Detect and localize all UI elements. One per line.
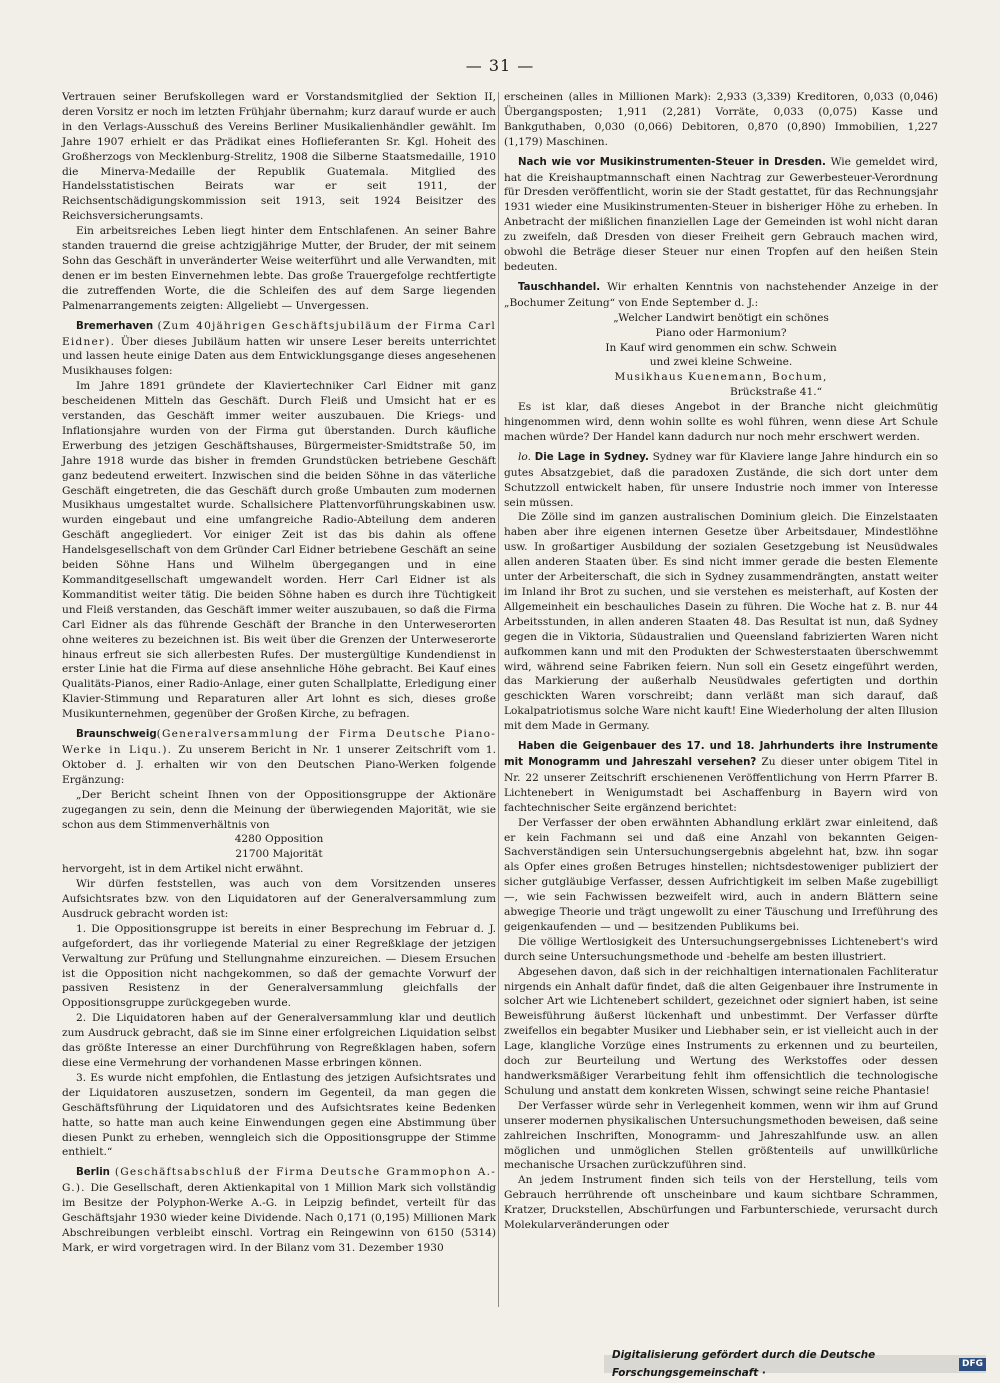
braunschweig-intro [62,727,496,788]
berlin-intro [62,1165,496,1255]
braunschweig-point-2: 2. Die Liquidatoren haben auf der Generalversammlung klar und deutlich zum Ausdruck gebracht, daß sie im Sinne einer erfolgreichen Liquidation selbst das größte Interesse an einer Durchführung von Regreßklagen haben, sofern diese eine Vermehrung der vorhandenen Masse erbringen können. [62,1012,496,1069]
ad-line-5: Musikhaus Kuenemann, Bochum, [614,371,828,384]
braunschweig-point-1: 1. Die Oppositionsgruppe ist bereits in einer Besprechung im Februar d. J. aufgefordert, das ihr vorliegende Material zu einer Regreßklage der jetzigen Verwaltung zur Prüfung und Stellungnahme einzureichen. — Diesem Ersuchen ist die Opposition nicht nachgekommen, so daß der gemachte Vorwurf der passiven Resistenz in der Generalversammlung gleichfalls der Oppositionsgruppe zurückgegeben wurde. [62,922,496,1010]
right-column [504,90,938,1233]
ad-line-4: und zwei kleine Schweine. [649,356,793,369]
digitization-footer [604,1349,986,1379]
geigenbauer-paragraph-3: Die völlige Wertlosigkeit des Untersuchungsergebnisses Lichtenebert's wird durch seine Untersuchungsmethode und -behelfe am besten illustriert. [504,935,938,963]
tauschhandel-paragraph-2: Es ist klar, daß dieses Angebot in der Branche nicht gleichmütig hingenommen wird, denn wohin sollte es wohl führen, wenn diese Art Schule machen würde? Der Handel kann dadurch nur noch mehr erschwert werden. [504,401,938,443]
footer-text: Digitalisierung gefördert durch die Deutsche Forschungsgemeinschaft · [612,1349,876,1379]
geigenbauer-paragraph-2: Der Verfasser der oben erwähnten Abhandlung erklärt zwar einleitend, daß er kein Fachmann sei und daß eine Anzahl von bekannten Geigen-Sachverständigen sein Untersuchungsergebnis abgelehnt hat, bzw. ihn sogar als Opfer eines großen Betruges hinstellen; nichtsdestoweniger publiziert der sicher gutgläubige Verfasser, dessen Aufrichtigkeit im selben Maße zugebilligt —, wie sein Fachwissen bezweifelt wird, auch in andern Blättern seine abwegige Theorie und trägt ungewollt zu einer Täuschung und Irreführung des geigenkaufenden — und — besitzenden Publikums bei. [504,816,938,933]
geigenbauer-paragraph-6: An jedem Instrument finden sich teils von der Herstellung, teils vom Gebrauch herrührende oft unscheinbare und kaum sichtbare Schrammen, Kratzer, Druckstellen, Abschürfungen und Farbunterschiede, verursacht durch Molekularveränderungen oder [504,1174,938,1232]
geigenbauer-paragraph-5: Der Verfasser würde sehr in Verlegenheit kommen, wenn wir ihm auf Grund unserer modernen physikalischen Untersuchungsmethoden beweisen, daß seine zahlreichen Inschriften, Monogramm- und Jahreszahlfunde usw. an allen möglichen und unmöglichen Stellen größtenteils auf unwillkürliche mechanische Ursachen zurückzuführen sind. [504,1099,938,1172]
sydney-paragraph: Sydney war für Klaviere lange Jahre hindurch ein so gutes Absatzgebiet, daß die paradoxen Zustände, die sich dort unter dem Schutzzoll entwickelt haben, für unsere Industrie noch immer von Interesse sein müssen. [504,450,938,509]
balance-continuation: erscheinen (alles in Millionen Mark): 2,933 (3,339) Kreditoren, 0,033 (0,046) Übergangsposten; 1,911 (2,281) Vorräte, 0,033 (0,075) Kasse und Bankguthaben, 0,030 (0,066) Debitoren, 0,870 (0,890) Immobilien, 1,227 (1,179) Maschinen. [504,91,938,148]
dresden-keyword: Nach wie vor Musikinstrumenten-Steuer in Dresden. [518,156,826,168]
ad-line-2: Piano oder Harmonium? [655,326,787,339]
obituary-paragraph-2: Ein arbeitsreiches Leben liegt hinter dem Entschlafenen. An seiner Bahre standen trauernd die greise achtzigjährige Mutter, der Bruder, der mit seinem Sohn das Geschäft in unveränderter Weise weiterführt und alle Verwandten, mit denen er im besten Einvernehmen lebte. Das große Trauergefolge rechtfertigte die zutreffenden Worte, die die Schleifen des auf dem Sarge liegenden Palmenarrangements zeigten: Allgeliebt — Unvergessen. [62,225,496,312]
sydney-paragraph-2: Die Zölle sind im ganzen australischen Dominium gleich. Die Einzelstaaten haben aber ihre eigenen internen Gesetze über Arbeitsdauer, Mindestlöhne usw. In großartiger Ausbildung der sozialen Gesetzgebung ist Neusüdwales allen anderen Staaten über. Es sind nicht immer gerade die besten Elemente unter der Arbeiterschaft, die sich in Sydney zusammendrängten, anstatt weiter im Inland ihr Brot zu suchen, und sie verstehen es meisterhaft, auf Kosten der Allgemeinheit ein beschauliches Dasein zu führen. Die Woche hat z. B. nur 44 Arbeitsstunden, in allen anderen Staaten 48. Das Resultat ist nun, daß Sydney gegen die in Viktoria, Südaustralien und Queensland fabrizierten Waren nicht aufkommen kann und mit den Produkten der Schwesterstaaten überschwemmt wird, während seine Fabriken feiern. Nun soll ein Gesetz eingeführt werden, das Markierung der außerhalb Neusüdwales gefertigten und dorthin geschickten Waren vorschreibt; dann verläßt man sich darauf, daß Lokalpatriotismus solche Ware nicht kauft! Eine Wiederholung der alten Illusion mit dem Made in Germany. [504,511,938,733]
braunschweig-quote: „Der Bericht scheint Ihnen von der Oppositionsgruppe der Aktionäre zugegangen zu sein, denn die Meinung der überwiegenden Majorität, wie sie schon aus dem Stimmenverhältnis von [62,788,496,831]
bremerhaven-keyword: Bremerhaven [76,320,154,332]
vote-opposition: 4280 Opposition [234,833,324,846]
obituary-paragraph-1: Vertrauen seiner Berufskollegen ward er Vorstandsmitglied der Sektion II, deren Vorsitz er noch im letzten Frühjahr übernahm; kurz darauf wurde er auch in den Verlags-Ausschuß des Vereins Berliner Musikalienhändler gewählt. Im Jahre 1907 erhielt er das Prädikat eines Hoflieferanten Sr. Kgl. Hoheit des Großherzogs von Mecklenburg-Strelitz, 1908 die Silberne Staatsmedaille, 1910 die Minerva-Medaille der Republik Guatemala. Mitglied des Handelsstatistischen Beirats war er seit 1911, der Reichsentschädigungskommission seit 1913, seit 1924 Beisitzer des Reichsversicherungsamts. [62,91,496,223]
page-number: — 31 — [465,56,535,75]
geigenbauer-keyword: Haben die Geigenbauer des 17. und 18. Jahrhunderts ihre Instrumente mit Monogramm und Jahreszahl versehen? [504,741,938,768]
left-column [62,90,496,1256]
tauschhandel-item [504,280,938,311]
dfg-logo: DFG [959,1358,986,1371]
braunschweig-after-votes: hervorgeht, ist in dem Artikel nicht erwähnt. [62,863,304,876]
bremerhaven-heading: (Zum 40jährigen Geschäftsjubiläum der Firma Carl Eidner). [62,319,496,348]
dresden-item [504,155,938,275]
ad-line-1: „Welcher Landwirt benötigt ein schönes [613,311,829,324]
sydney-item [504,450,938,511]
tauschhandel-keyword: Tauschhandel. [518,281,601,293]
bremerhaven-intro [62,319,496,380]
bremerhaven-intro-text: Über dieses Jubiläum hatten wir unsere Leser bereits unterrichtet und lassen heute einige Daten aus dem Entwicklungsgange dieses angesehenen Musikhauses folgen: [62,335,496,378]
ad-line-6: Brückstraße 41.“ [729,386,823,399]
braunschweig-intro-text: Zu unserem Bericht in Nr. 1 unserer Zeitschrift vom 1. Oktober d. J. erhalten wir von den Deutschen Piano-Werken folgende Ergänzung: [62,743,496,786]
geigenbauer-paragraph-4: Abgesehen davon, daß sich in der reichhaltigen internationalen Fachliteratur nirgends ein Anhalt dafür findet, daß die alten Geigenbauer ihre Instrumente in solcher Art wie Lichtenebert schildert, gezeichnet oder signiert haben, ist seine Beweisführung äußerst lückenhaft und unbestimmt. Der Verfasser dürfte zweifellos ein begabter Musiker und Liebhaber sein, er ist vielleicht auch in der Lage, klangliche Vorzüge eines Instruments zu erkennen und zu beurteilen, doch zur Beurteilung und Wertung des Werkstoffes oder dessen handwerksmäßiger Verarbeitung fehlt ihm offensichtlich die technologische Schulung und anstatt dem konkreten Wissen, schwingt seine reiche Phantasie! [504,965,938,1097]
dresden-paragraph: Wie gemeldet wird, hat die Kreishauptmannschaft einen Nachtrag zur Gewerbesteuer-Verordnung für Dresden veröffentlicht, worin sie der Stadt gestattet, für das Rechnungsjahr 1931 wieder eine Musikinstrumenten-Steuer in bisheriger Höhe zu erheben. In Anbetracht der mißlichen finanziellen Lage der Gemeinden ist wohl nicht daran zu zweifeln, daß Dresden von dieser Freiheit gern Gebrauch machen wird, obwohl die Beträge dieser Steuer nur einen Tropfen auf den heißen Stein bedeuten. [504,155,939,273]
braunschweig-point-3: 3. Es wurde nicht empfohlen, die Entlastung des jetzigen Aufsichtsrates und der Liquidatoren auszusetzen, sondern im Gegenteil, da man gegen die Geschäftsführung der Liquidatoren und des Aufsichtsrates keine Bedenken hatte, so hatte man auch keine Einwendungen gegen eine Abstimmung über diesen Punkt zu erheben, wenngleich sich die Oppositionsgruppe der Stimme enthielt.“ [62,1071,496,1159]
ad-line-3: In Kauf wird genommen ein schw. Schwein [605,341,837,354]
geigenbauer-paragraph: Zu dieser unter obigem Titel in Nr. 22 unserer Zeitschrift erschienenen Veröffentlichung von Herrn Pfarrer B. Lichtenebert in Wenigumstadt bei Aschaffenburg in Bayern wird von fachtechnischer Seite ergänzend berichtet: [504,755,938,814]
berlin-paragraph: Die Gesellschaft, deren Aktienkapital von 1 Million Mark sich vollständig im Besitze der Polyphon-Werke A.-G. in Leipzig befindet, verteilt für das Geschäftsjahr 1930 wieder keine Dividende. Nach 0,171 (0,195) Millionen Mark Abschreibungen verbleibt einschl. Vortrag ein Reingewinn von 6150 (5314) Mark, er wird vorgetragen wird. In der Bilanz vom 31. Dezember 1930 [62,1182,496,1254]
braunschweig-paragraph-2: Wir dürfen feststellen, was auch von dem Vorsitzenden unseres Aufsichtsrates bzw. von den Liquidatoren auf der Generalversammlung zum Ausdruck gebracht worden ist: [62,878,496,920]
braunschweig-keyword: Braunschweig [76,729,157,741]
column-divider [498,92,499,1307]
sydney-keyword: Die Lage in Sydney. [534,451,649,463]
geigenbauer-item [504,739,938,816]
tauschhandel-paragraph: Wir erhalten Kenntnis von nachstehender Anzeige in der „Bochumer Zeitung“ von Ende September d. J.: [504,280,938,309]
bremerhaven-paragraph: Im Jahre 1891 gründete der Klaviertechniker Carl Eidner mit ganz bescheidenen Mitteln das Geschäft. Durch Fleiß und Umsicht hat er es verstanden, das Geschäft immer weiter auszubauen. Die Kriegs- und Inflationsjahre wurden von der Firma gut überstanden. Durch käufliche Erwerbung des jetzigen Geschäftshauses, Bürgermeister-Smidtstraße 50, im Jahre 1918 wurde das bisher in fremden Grundstücken betriebene Geschäft ganz bedeutend erweitert. Inzwischen sind die beiden Söhne in das väterliche Geschäft eingetreten, die das Geschäft durch große Umbauten zum modernen Musikhaus umgestaltet wurde. Schallsichere Plattenvorführungskabinen usw. wurden eingebaut und eine umfangreiche Radio-Abteilung dem anderen Geschäft angegliedert. Vor einiger Zeit ist das bis dahin als offene Handelsgesellschaft von dem Gründer Carl Eidner betriebene Geschäft an seine beiden Söhne Hans und Wilhelm übergegangen und in eine Kommanditgesellschaft umgewandelt worden. Herr Carl Eidner ist als Kommanditist weiter tätig. Die beiden Söhne haben es durch ihre Tüchtigkeit und Fleiß verstanden, das Geschäft immer weiter auszubauen, so daß die Firma Carl Eidner als das führende Geschäft der Branche in den Unterweserorten ohne weiteres zu bezeichnen ist. Bis weit über die Grenzen der Unterweserorte hinaus erfreut sie sich allerbesten Rufes. Der mustergültige Kundendienst in erster Linie hat die Firma auf diese ansehnliche Höhe gebracht. Bei Kauf eines Qualitäts-Pianos, einer Radio-Anlage, einer guten Schallplatte, Erledigung einer Klavier-Stimmung und Reparaturen aller Art lohnt es sich, dieses große Musikunternehmen, gegenüber der Großen Kirche, zu befragen. [62,380,496,721]
berlin-heading: (Geschäftsabschluß der Firma Deutsche Grammophon A.-G.). [62,1166,496,1195]
sydney-prefix: lo. [518,450,531,463]
berlin-keyword: Berlin [76,1167,110,1179]
vote-majority: 21700 Majorität [235,848,323,861]
braunschweig-heading: (Generalversammlung der Firma Deutsche Piano-Werke in Liqu.). [62,728,496,756]
